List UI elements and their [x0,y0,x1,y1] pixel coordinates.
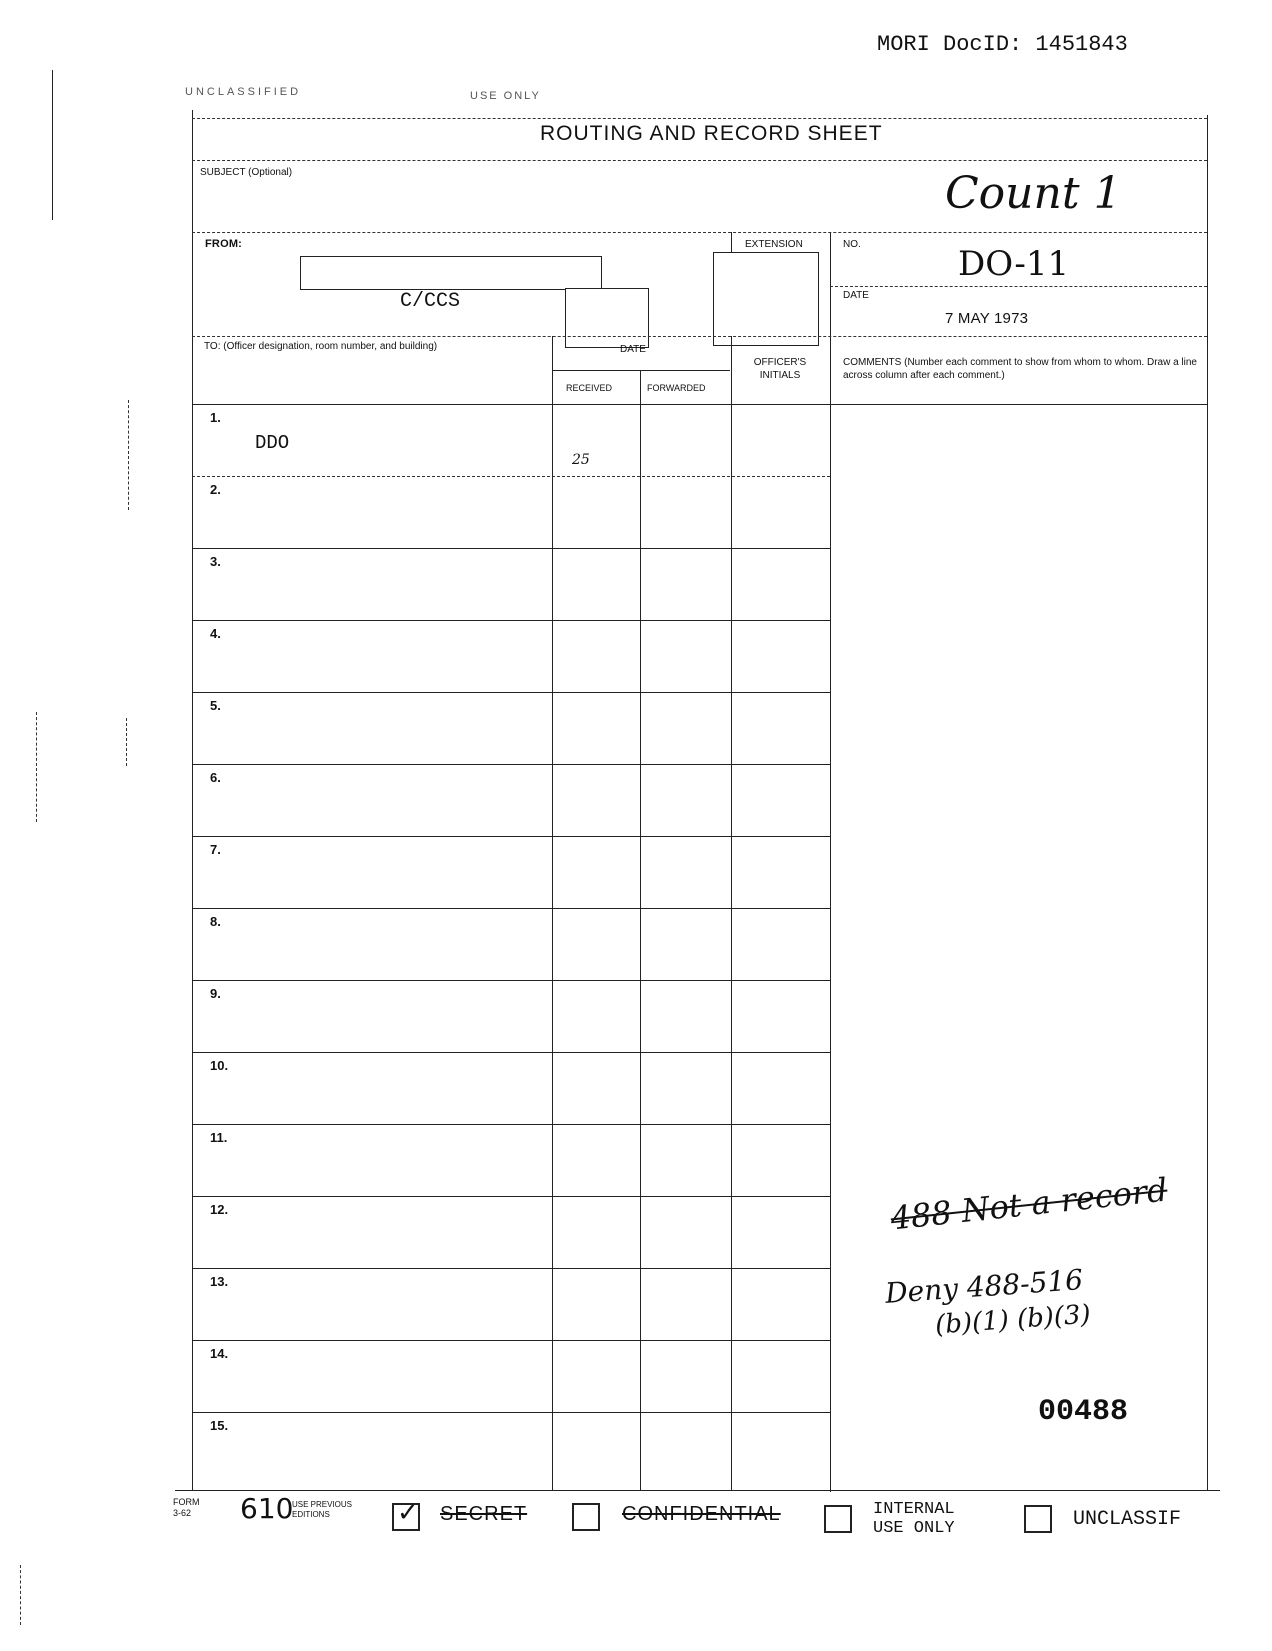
scan-margin-mark [126,718,127,766]
secret-label: SECRET [440,1503,528,1525]
row-number: 8. [210,914,221,929]
row-number: 7. [210,842,221,857]
doc-id: MORI DocID: 1451843 [877,32,1128,57]
comments-label: COMMENTS (Number each comment to show from whom to whom. Draw a line across column after each comment.) [843,357,1197,381]
deny-line-2: (b)(1) (b)(3) [934,1299,1092,1341]
date-subheader-line [552,370,730,371]
redaction-box-extension [713,252,819,346]
row-divider [192,1052,830,1053]
right-frame [1207,115,1208,1490]
subject-label: SUBJECT (Optional) [200,167,293,178]
row-divider [192,1196,830,1197]
no-value: DO-11 [958,244,1070,284]
confidential-label: CONFIDENTIAL [622,1503,781,1525]
row-divider [192,548,830,549]
form-title: ROUTING AND RECORD SHEET [540,122,883,145]
date-col-label: DATE [620,344,646,355]
date-value: 7 MAY 1973 [945,310,1029,327]
received-right-line [640,370,641,1490]
internal-use-checkbox[interactable] [824,1505,852,1533]
subject-value: Count 1 [945,168,1122,219]
title-divider [192,160,1207,161]
row-divider [192,1340,830,1341]
no-label: NO. [843,239,861,250]
from-label: FROM: [205,238,243,250]
scan-margin-mark [36,712,37,822]
to-label: TO: (Officer designation, room number, and building) [204,341,438,352]
form-label: FORM 3-62 [173,1497,200,1518]
extension-label: EXTENSION [745,239,803,250]
redaction-box-from [300,256,602,290]
row-number: 5. [210,698,221,713]
row-number: 2. [210,482,221,497]
row-number: 12. [210,1202,229,1217]
redaction-box-small [565,288,649,348]
row-number: 15. [210,1418,229,1433]
confidential-checkbox[interactable] [572,1503,600,1531]
from-divider [192,336,1207,337]
left-frame [192,110,193,1490]
to-col-right-line [552,336,553,1491]
internal-use-label [873,1500,955,1538]
form-number: 610 [240,1492,294,1525]
received-label: RECEIVED [566,383,613,393]
struck-annotation [889,1171,1169,1238]
comments-left-line [830,232,831,1492]
date-label: DATE [843,290,869,301]
row-divider [192,836,830,837]
row-number: 13. [210,1274,229,1289]
row-number: 9. [210,986,221,1001]
deny-line-1: Deny 488-516 [884,1263,1085,1310]
scan-margin-mark [128,400,129,510]
scan-margin-mark [52,70,53,220]
row-received-value: 25 [572,452,590,468]
row-divider [192,1412,830,1413]
internal-line-2: USE ONLY [873,1519,955,1538]
forwarded-right-line [731,336,732,1491]
row-divider [192,764,830,765]
row-number: 4. [210,626,221,641]
row-divider [192,908,830,909]
row-divider [192,620,830,621]
subject-divider [192,232,1207,233]
top-frame [192,118,1207,119]
row-number: 14. [210,1346,229,1361]
row-number: 3. [210,554,221,569]
unclassified-checkbox[interactable] [1024,1505,1052,1533]
scan-margin-mark [20,1565,21,1625]
forwarded-label: FORWARDED [647,383,706,393]
row-to-value: DDO [255,432,290,454]
check-mark-icon: ✓ [397,1497,419,1527]
row-number: 6. [210,770,221,785]
stamp-number: 00488 [1038,1395,1129,1429]
row-divider [192,476,830,477]
row-number: 11. [210,1130,228,1145]
row-divider [192,692,830,693]
no-divider [830,286,1207,287]
top-classification-right: USE ONLY [470,90,541,102]
top-classification-left: UNCLASSIFIED [185,86,302,98]
internal-line-1: INTERNAL [873,1500,955,1519]
previous-editions: USE PREVIOUS EDITIONS [292,1500,353,1519]
header-bottom-line [192,404,1207,405]
footer-top-line [175,1490,1220,1491]
from-value: C/CCS [400,290,461,313]
row-number: 1. [210,410,221,425]
unclassified-label: UNCLASSIF [1073,1508,1182,1531]
row-divider [192,1124,830,1125]
row-number: 10. [210,1058,229,1073]
struck-annotation-text: 488 Not a record [888,1170,1170,1238]
row-divider [192,1268,830,1269]
secret-checkbox[interactable] [392,1497,420,1531]
row-divider [192,980,830,981]
officers-initials-label: OFFICER'S INITIALS [753,357,807,381]
